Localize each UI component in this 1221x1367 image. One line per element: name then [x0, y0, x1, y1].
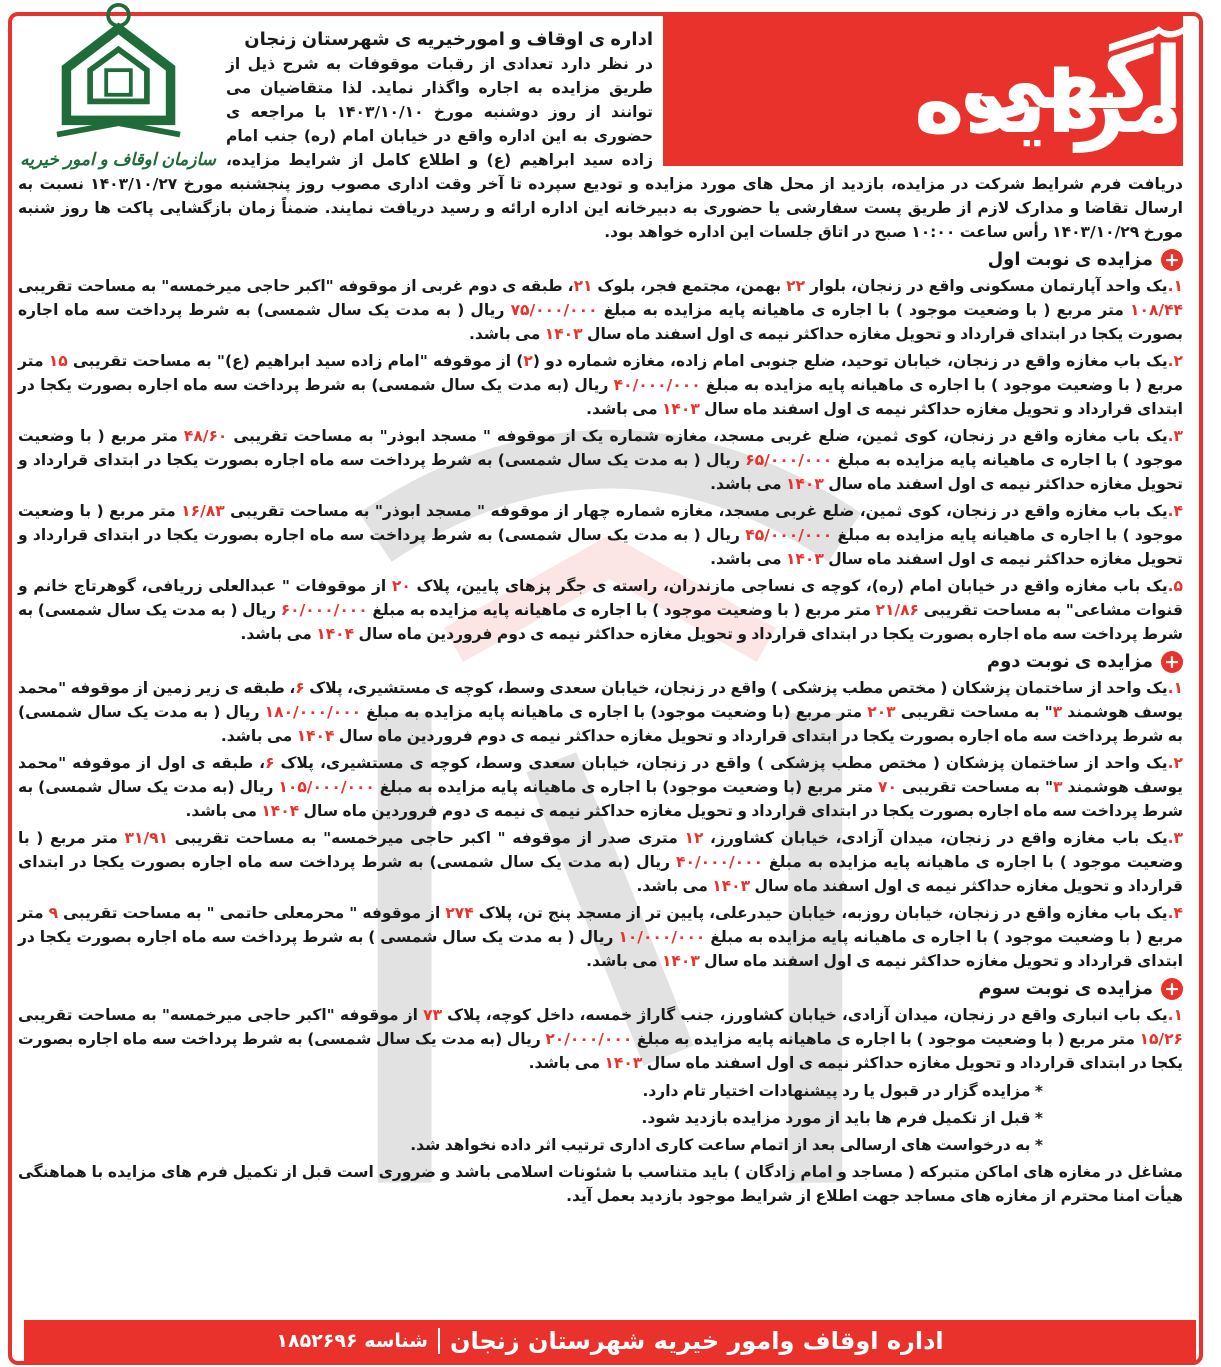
highlighted-value: ۱۴۰۳ — [785, 475, 824, 493]
highlighted-value: ۱۴۰۳ — [661, 952, 700, 970]
highlighted-value: ۴۰/۰۰۰/۰۰۰ — [613, 376, 701, 394]
awqaf-logo — [18, 2, 218, 172]
item-text: از موقوفه "اکبر حاجی میرخمسه" به مساحت تقریبی — [18, 1006, 424, 1024]
item-text: می باشد. — [710, 475, 786, 493]
item-text: می باشد. — [220, 727, 297, 745]
item-number: ۱. — [1167, 1006, 1183, 1024]
item-text: متر مربع ( با وضعیت موجود ) با اجاره ی ماهیانه پایه مزایده به مبلغ — [597, 301, 1131, 319]
item-text: ریال ( به مدت یک سال شمسی) به شرط پرداخت سه ماه اجاره بصورت یکجا در ابتدای قرارداد و تحویل مغازه حداکثر نیمه ی اول اسفند ماه سال — [18, 526, 1183, 568]
highlighted-value: ۲۰ — [391, 577, 411, 595]
item-text: بهمن، مجتمع فجر، بلوک — [592, 277, 787, 295]
item-text: متر مربع ( با وضعیت موجود ) با اجاره ی ماهیانه پایه مزایده به مبلغ — [18, 829, 1183, 871]
section-heading — [18, 248, 1183, 272]
highlighted-value: ۱۲ — [684, 829, 704, 847]
item-text: متری صدر از موقوفه " اکبر حاجی میرخمسه" به مساحت تقریبی — [168, 829, 685, 847]
highlighted-value: ۳۱/۹۱ — [124, 829, 169, 847]
highlighted-value: ۳ — [1053, 778, 1063, 796]
highlighted-value: ۱۴۰۴ — [316, 625, 355, 643]
item-text: ، طبقه ی زیر زمین از موقوفه "محمد یوسف هوشمند — [18, 679, 1183, 721]
plus-circle-icon: + — [1161, 978, 1183, 1000]
item-text: یک باب مغازه واقع در خیابان امام (ره)، کوچه ی نساجی مازندران، راسته ی جگر پزهای پایین، پلاک — [410, 577, 1168, 595]
item-text: ریال ( به مدت یک سال شمسی) به شرط پرداخت سه ماه اجاره بصورت یکجا در ابتدای قرارداد و تحویل مغازه حداکثر نیمه ی دوم فروردین ماه سال — [18, 601, 1183, 643]
item-text: می باشد. — [710, 550, 786, 568]
item-text: " به مساحت تقریبی — [896, 778, 1054, 796]
note: * مزایده گزار در قبول یا رد پیشنهادات اختیار تام دارد. — [642, 1082, 1043, 1100]
item-number: ۱. — [1167, 679, 1183, 697]
highlighted-value: ۶۵/۰۰۰/۰۰۰ — [745, 451, 833, 469]
item-text: متر مربع ( با وضعیت موجود ) با اجاره ی ماهیانه پایه مزایده به مبلغ — [367, 601, 876, 619]
highlighted-value: ۲۷۴ — [445, 904, 474, 922]
highlighted-value: ۱۰۸/۴۴ — [1130, 301, 1183, 319]
highlighted-value: ۴۸/۶۰ — [183, 427, 228, 445]
item-number: ۱. — [1167, 277, 1183, 295]
highlighted-value: ۷۰ — [878, 778, 897, 796]
highlighted-value: ۲۰۳ — [867, 703, 896, 721]
highlighted-value: ۲۱ — [573, 277, 593, 295]
highlighted-value: ۷۳ — [423, 1006, 443, 1024]
item-number: ۲. — [1167, 352, 1184, 370]
item-text: ریال (به مدت یک سال شمسی) به شرط پرداخت سه ماه اجاره بصورت یکجا در ابتدای قرارداد و تحویل مغازه حداکثر نیمه ی نیمه ی دوم فروردین ماه سال — [18, 778, 1183, 820]
item-number: ۴. — [1167, 502, 1183, 520]
auction-item — [18, 1003, 1183, 1075]
plus-circle-icon: + — [1161, 249, 1183, 271]
item-text: یک واحد آپارتمان مسکونی واقع در زنجان، بلوار — [805, 277, 1168, 295]
auction-sections — [18, 248, 1183, 1075]
item-text: از موقوفه " محرمعلی حاتمی " به مساحت تقریبی — [58, 904, 446, 922]
item-text: می باشد. — [468, 325, 545, 343]
highlighted-value: ۱۰۵/۰۰۰/۰۰۰ — [278, 778, 375, 796]
highlighted-value: ۲۱/۸۶ — [875, 601, 920, 619]
notice-title: آگهی مزایده — [663, 16, 1183, 166]
item-text: ریال (به مدت یک سال شمسی) به شرط پرداخت سه ماه اجاره بصورت یکجا در ابتدای قرارداد و تحویل مغازه حداکثر نیمه ی اول اسفند ماه سال — [18, 853, 1183, 895]
section-title: مزایده ی نوبت اول — [987, 249, 1153, 270]
highlighted-value: ۱۴۰۴ — [296, 727, 335, 745]
highlighted-value: ۱۴۰۳ — [604, 1054, 643, 1072]
highlighted-value: ۷۵/۰۰۰/۰۰۰ — [510, 301, 598, 319]
notice-body — [18, 16, 1183, 1208]
item-text: یک واحد از ساختمان پزشکان ( مختص مطب پزشکی ) واقع در زنجان، خیابان سعدی وسط، کوچه ی مستشیری، پلاک — [274, 754, 1168, 772]
item-text: می باشد. — [636, 877, 713, 895]
highlighted-value: ۲ — [523, 352, 533, 370]
auction-item — [18, 676, 1183, 748]
highlighted-value: ۱۴۰۳ — [661, 400, 700, 418]
item-text: متر مربع ( با وضعیت موجود ) با اجاره ی ماهیانه پایه مزایده به مبلغ — [18, 502, 1183, 544]
auction-item — [18, 499, 1183, 571]
item-text: ) از موقوفه "امام زاده سید ابراهیم (ع)" به مساحت تقریبی — [67, 352, 524, 370]
intro-text: در نظر دارد تعدادی از رقبات موقوفات به شرح ذیل از طریق مزایده به اجاره واگذار نماید. لذا متقاضیان می توانند از روز دوشنبه مورخ ۱۴۰۳/۱۰/۱۰ با مراجعه ی حضوری به این اداره واقع در خیابان امام (ره) جنب امام زاده سید ابراهیم (ع) و اطلاع کامل از شرایط مزایده، دریافت فرم شرایط شرکت در مزایده، بازدید از محل های مورد مزایده و تودیع سپرده تا آخر وقت اداری مصوب روز پنجشنبه مورخ ۱۴۰۳/۱۰/۲۷ نسبت به ارسال تقاضا و مدارک لازم از طریق پست سفارشی یا حضوری به دبیرخانه این اداره ارائه و رسید دریافت نمایند. ضمناً زمان بازگشایی پاکت ها روز شنبه مورخ ۱۴۰۳/۱۰/۲۹ رأس ساعت ۱۰:۰۰ صبح در اتاق جلسات این اداره خواهد بود. — [18, 55, 1183, 241]
section-heading — [18, 650, 1183, 674]
auction-item — [18, 274, 1183, 346]
item-text: یک واحد از ساختمان پزشکان ( مختص مطب پزشکی ) واقع در زنجان، خیابان سعدی وسط، کوچه ی مستشیری، پلاک — [304, 679, 1168, 697]
item-number: ۳. — [1167, 829, 1184, 847]
auction-item — [18, 574, 1183, 646]
highlighted-value: ۱۰/۰۰۰/۰۰۰ — [618, 928, 706, 946]
auction-item — [18, 826, 1183, 898]
highlighted-value: ۴۵/۰۰۰/۰۰۰ — [745, 526, 833, 544]
section-heading — [18, 977, 1183, 1001]
highlighted-value: ۲۲ — [786, 277, 806, 295]
item-text: یک باب انباری واقع در زنجان، میدان آزادی، خیابان کشاورز، جنب گاراژ خمسه، داخل کوچه، پلاک — [442, 1006, 1168, 1024]
highlighted-value: ۶۰/۰۰۰/۰۰۰ — [280, 601, 368, 619]
closing-text: مشاغل در مغازه های اماکن متبرکه ( مساجد و امام زادگان ) باید متناسب با شئونات اسلامی باشد و ضروری است قبل از تکمیل فرم های مزایده با هماهنگی هیأت امنا محترم از مغازه های مساجد جهت اطلاع از شرایط موجود بازدید بعمل آید. — [18, 1163, 1183, 1205]
auction-item — [18, 349, 1183, 421]
item-text: ریال ( به مدت یک سال شمسی) به شرط پرداخت سه ماه اجاره بصورت یکجا در ابتدای قرارداد و تحویل مغازه حداکثر نیمه ی اول اسفند ماه سال — [18, 301, 1183, 343]
item-text: از موقوفات " عبدالعلی زریافی، گوهرتاج خانم و قنوات مشاعی" به مساحت تقریبی — [18, 577, 1183, 619]
item-text: یک باب مغازه واقع در زنجان، خیابان روزبه، خیابان حیدرعلی، پایین تر از مسجد پنج تن، پلاک — [473, 904, 1168, 922]
item-text: ریال ( به مدت یک سال شمسی ) به شرط پرداخت سه ماه اجاره بصورت یکجا در ابتدای قرارداد و تحویل مغازه حداکثر نیمه ی اول اسفند ماه سال — [18, 928, 1183, 970]
item-text: ریال (به مدت یک سال شمسی) به شرط پرداخت سه ماه اجاره بصورت یکجا در ابتدای قرارداد و تحویل مغازه حداکثر نیمه ی اول اسفند ماه سال — [18, 1030, 1183, 1072]
logo-caption: سازمان اوقاف و امور خیریه — [20, 150, 216, 170]
item-text: یک باب مغازه واقع در زنجان، کوی ثمین، ضلع غربی مسجد، مغازه شماره یک از موقوفه " مسجد ابوذر" به مساحت تقریبی — [227, 427, 1168, 445]
highlighted-value: ۶ — [295, 679, 305, 697]
highlighted-value: ۹ — [48, 904, 59, 922]
footer-bar — [24, 1320, 1196, 1362]
item-text: متر مربع ( با وضعیت موجود ) با اجاره ی ماهیانه پایه مزایده به مبلغ — [18, 427, 1183, 469]
plus-circle-icon: + — [1161, 651, 1183, 673]
auction-item — [18, 901, 1183, 973]
footer-org: اداره اوقاف وامور خیریه شهرستان زنجان — [449, 1327, 944, 1355]
highlighted-value: ۱۴۰۴ — [261, 802, 300, 820]
note: * به درخواست های ارسالی بعد از اتمام ساعت کاری اداری ترتیب اثر داده نخواهد شد. — [410, 1136, 1043, 1154]
highlighted-value: ۶ — [265, 754, 275, 772]
item-text: متر مربع (با وضعیت موجود) با اجاره ی ماهیانه پایه مزایده به مبلغ — [361, 703, 868, 721]
awqaf-emblem-icon — [46, 2, 191, 144]
item-text: ریال (به مدت یک سال شمسی) به شرط پرداخت سه ماه اجاره بصورت یکجا در ابتدای قرارداد و تحویل مغازه حداکثر نیمه ی اول اسفند ماه سال — [18, 376, 1183, 418]
item-text: می باشد. — [528, 1054, 605, 1072]
item-text: متر مربع ( با وضعیت موجود ) با اجاره ی ماهیانه پایه مزایده به مبلغ — [18, 904, 1183, 946]
item-text: ، طبقه ی اول از موقوفه "محمد یوسف هوشمند — [18, 754, 1183, 796]
organization-title: اداره ی اوقاف و امورخیریه ی شهرستان زنجان — [244, 29, 653, 50]
item-text: " به مساحت تقریبی — [895, 703, 1053, 721]
notes-list — [18, 1079, 1043, 1157]
item-text: می باشد. — [586, 952, 662, 970]
footer-id: شناسه ۱۸۵۲۶۹۶ — [276, 1330, 428, 1352]
highlighted-value: ۱۶/۸۳ — [181, 502, 225, 520]
item-text: ، طبقه ی دوم غربی از موقوفه "اکبر حاجی میرخمسه" به مساحت تقریبی — [18, 277, 574, 295]
item-text: متر مربع (با وضعیت موجود) با اجاره ی ماهیانه پایه مزایده به مبلغ — [374, 778, 879, 796]
highlighted-value: ۱۴۰۳ — [785, 550, 824, 568]
highlighted-value: ۱۵/۲۶ — [1139, 1030, 1183, 1048]
highlighted-value: ۱۸۰/۰۰۰/۰۰۰ — [264, 703, 362, 721]
item-number: ۳. — [1167, 427, 1184, 445]
section-title: مزایده ی نوبت دوم — [986, 651, 1153, 672]
item-text: متر مربع ( با وضعیت موجود ) با اجاره ی ماهیانه پایه مزایده به مبلغ — [18, 352, 1184, 394]
item-number: ۴. — [1167, 904, 1183, 922]
item-number: ۲. — [1167, 754, 1183, 772]
highlighted-value: ۱۴۰۳ — [712, 877, 751, 895]
item-text: می باشد. — [185, 802, 262, 820]
highlighted-value: ۱۴۰۳ — [544, 325, 583, 343]
auction-item — [18, 424, 1183, 496]
item-text: یک باب مغازه واقع در زنجان، کوی ثمین، ضلع غربی مسجد، مغازه شماره چهار از موقوفه " مسجد ابوذر" به مساحت تقریبی — [224, 502, 1168, 520]
item-text: می باشد. — [586, 400, 662, 418]
highlighted-value: ۳ — [1052, 703, 1063, 721]
footer-divider — [438, 1328, 440, 1354]
item-text: ریال ( به مدت یک سال شمسی) به شرط پرداخت سه ماه اجاره بصورت یکجا در ابتدای قرارداد و تحویل مغازه حداکثر نیمه ی اول اسفند ماه سال — [18, 451, 1183, 493]
note: * قبل از تکمیل فرم ها باید از مورد مزایده بازدید شود. — [641, 1109, 1043, 1127]
item-text: متر مربع ( با وضعیت موجود ) با اجاره ی ماهیانه پایه مزایده به مبلغ — [632, 1030, 1140, 1048]
highlighted-value: ۴۰/۰۰۰/۰۰۰ — [676, 853, 764, 871]
auction-item — [18, 751, 1183, 823]
item-text: ریال ( به مدت یک سال شمسی) به شرط پرداخت سه ماه اجاره بصورت یکجا در ابتدای قرارداد و تحویل مغازه حداکثر نیمه ی دوم فروردین ماه سال — [18, 703, 1183, 745]
section-title: مزایده ی نوبت سوم — [978, 978, 1153, 999]
item-text: یک باب مغازه واقع در زنجان، میدان آزادی، خیابان کشاورز، — [703, 829, 1168, 847]
item-text: یک باب مغازه واقع در زنجان، خیابان توحید، ضلع جنوبی امام زاده، مغازه شماره دو ( — [532, 352, 1168, 370]
item-number: ۵. — [1167, 577, 1183, 595]
item-text: می باشد. — [240, 625, 317, 643]
highlighted-value: ۱۵ — [48, 352, 68, 370]
highlighted-value: ۲۰/۰۰۰/۰۰۰ — [545, 1030, 633, 1048]
